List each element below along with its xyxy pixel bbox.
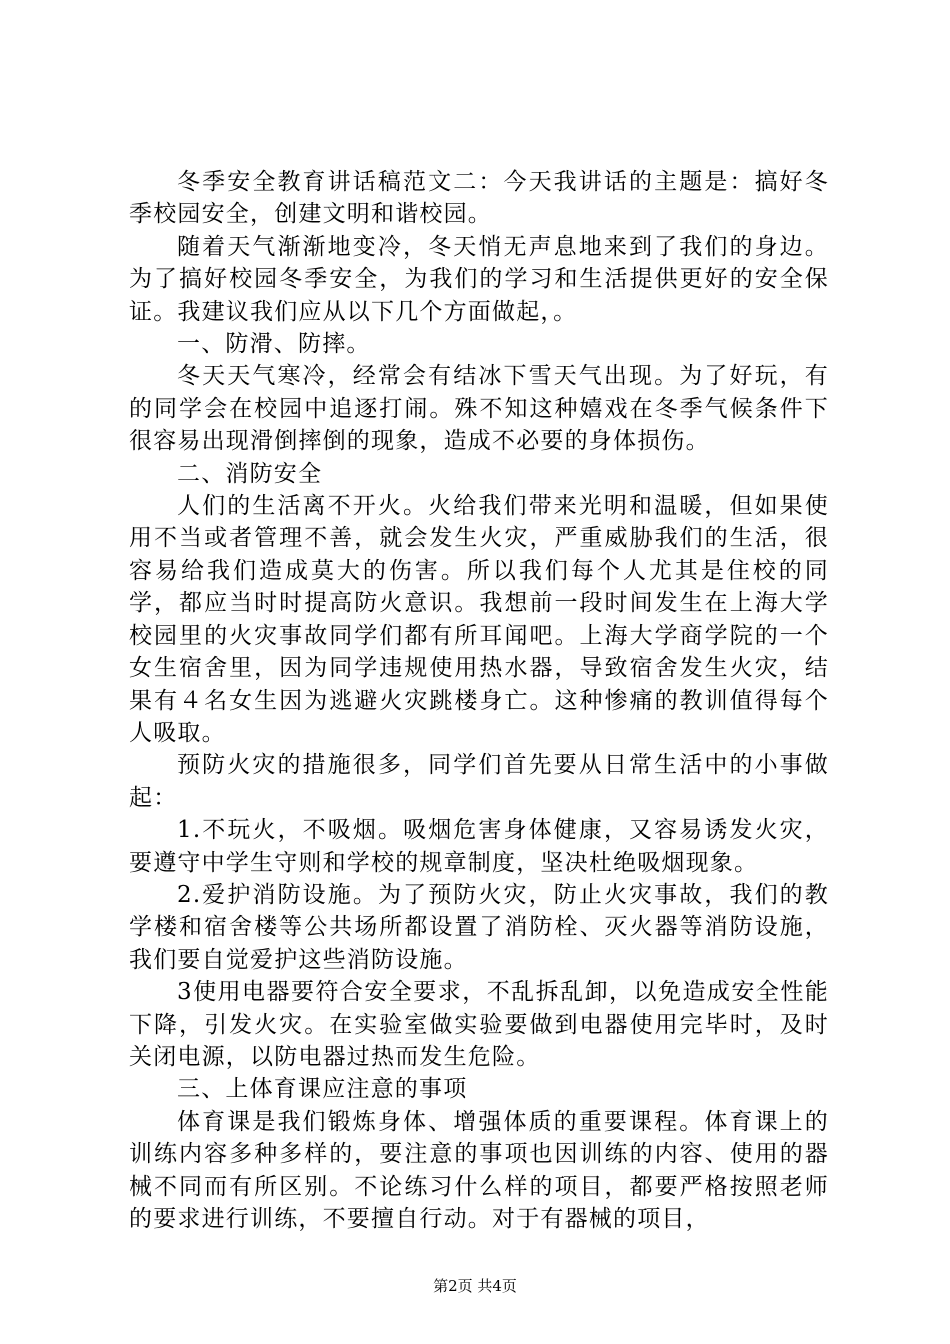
paragraph-anti-slip: 冬天天气寒冷，经常会有结冰下雪天气出现。为了好玩，有的同学会在校园中追逐打闹。殊不知这种嬉戏在冬季气候条件下很容易出现滑倒摔倒的现象，造成不必要的身体损伤。 (129, 363, 829, 455)
list-item-2: 2.爱护消防设施。为了预防火灾，防止火灾事故，我们的教学楼和宿舍楼等公共场所都设置了消防栓、灭火器等消防设施，我们要自觉爱护这些消防设施。 (129, 881, 829, 973)
page-footer: 第2页 共4页 (433, 1277, 517, 1295)
heading-pe-class: 三、上体育课应注意的事项 (177, 1076, 468, 1103)
heading-anti-slip: 一、防滑、防摔。 (177, 331, 371, 358)
list-item-1: 1.不玩火，不吸烟。吸烟危害身体健康，又容易诱发火灾，要遵守中学生守则和学校的规章制度，坚决杜绝吸烟现象。 (129, 817, 829, 876)
paragraph-fire-safety: 人们的生活离不开火。火给我们带来光明和温暖，但如果使用不当或者管理不善，就会发生火灾，严重威胁我们的生活，很容易给我们造成莫大的伤害。所以我们每个人尤其是住校的同学，都应当时时提高防火意识。我想前一段时间发生在上海大学校园里的火灾事故同学们都有所耳闻吧。上海大学商学院的一个女生宿舍里，因为同学违规使用热水器，导致宿舍发生火灾，结果有４名女生因为逃避火灾跳楼身亡。这种惨痛的教训值得每个人吸取。 (129, 493, 829, 746)
paragraph-intro: 冬季安全教育讲话稿范文二：今天我讲话的主题是：搞好冬季校园安全，创建文明和谐校园。 (129, 169, 829, 228)
list-item-3: 3使用电器要符合安全要求，不乱拆乱卸，以免造成安全性能下降，引发火灾。在实验室做实验要做到电器使用完毕时，及时关闭电源，以防电器过热而发生危险。 (129, 979, 829, 1070)
document-body (129, 166, 829, 1235)
paragraph-pe-class: 体育课是我们锻炼身体、增强体质的重要课程。体育课上的训练内容多种多样的，要注意的事项也因训练的内容、使用的器械不同而有所区别。不论练习什么样的项目，都要严格按照老师的要求进行训练，不要擅自行动。对于有器械的项目， (129, 1108, 829, 1232)
paragraph-weather: 随着天气渐渐地变冷，冬天悄无声息地来到了我们的身边。为了搞好校园冬季安全，为我们的学习和生活提供更好的安全保证。我建议我们应从以下几个方面做起，。 (129, 233, 829, 325)
heading-fire-safety: 二、消防安全 (177, 460, 323, 487)
paragraph-fire-prevention: 预防火灾的措施很多，同学们首先要从日常生活中的小事做起： (129, 752, 829, 811)
